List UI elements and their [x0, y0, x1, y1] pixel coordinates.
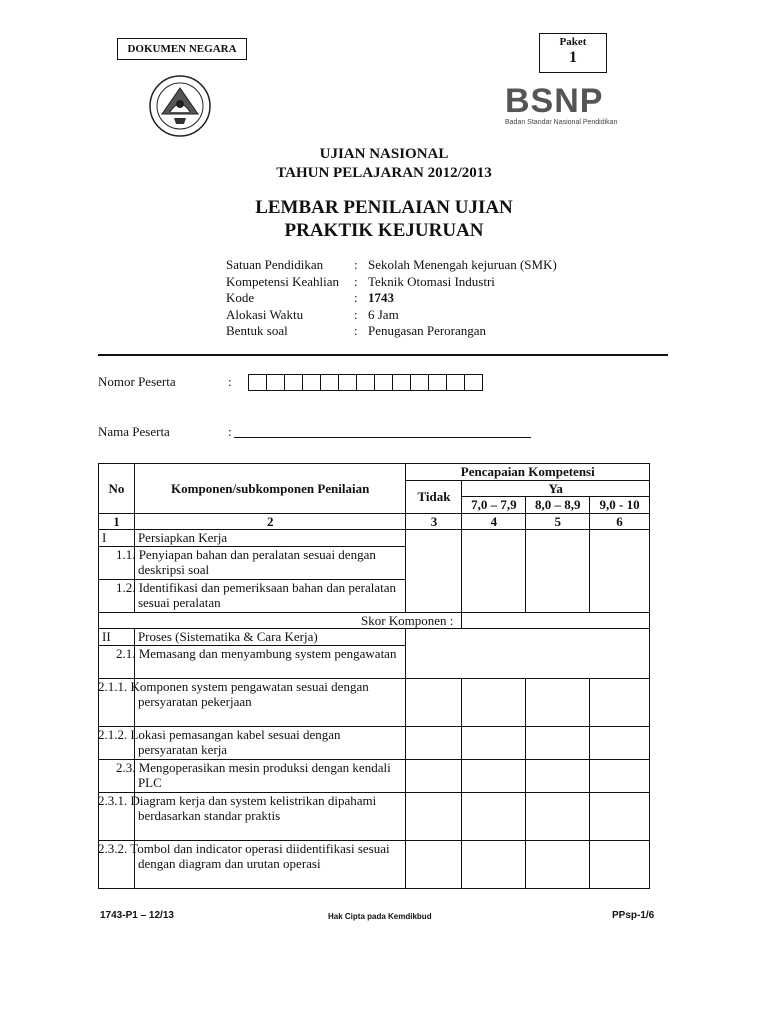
- info-row: [226, 257, 557, 274]
- digit-box[interactable]: [357, 375, 375, 390]
- info-value: Penugasan Perorangan: [368, 323, 487, 338]
- column-number: 4: [462, 513, 526, 530]
- footer-code: 1743-P1 – 12/13: [100, 910, 174, 921]
- info-value: Sekolah Menengah kejuruan (SMK): [368, 257, 557, 272]
- score-cell-tidak[interactable]: [406, 530, 462, 613]
- digit-box[interactable]: [249, 375, 267, 390]
- info-colon: :: [354, 306, 358, 322]
- bsnp-logo: [505, 84, 650, 132]
- assessment-table: [98, 463, 650, 889]
- header-komponen: Komponen/subkomponen Penilaian: [134, 464, 406, 514]
- score-cell-tidak[interactable]: [406, 792, 462, 840]
- header-pencapaian: Pencapaian Kompetensi: [406, 464, 650, 481]
- column-number: 2: [134, 513, 406, 530]
- score-cell-r3[interactable]: [590, 678, 650, 726]
- sheet-title-line1: LEMBAR PENILAIAN UJIAN: [255, 197, 513, 218]
- digit-box[interactable]: [393, 375, 411, 390]
- digit-box[interactable]: [339, 375, 357, 390]
- digit-box[interactable]: [429, 375, 447, 390]
- info-value: Teknik Otomasi Industri: [368, 273, 495, 289]
- table-row: [99, 840, 650, 888]
- info-colon: :: [354, 257, 358, 272]
- item-text: 2.3. Mengoperasikan mesin produksi dengan kendali PLC: [134, 759, 406, 792]
- skor-komponen-value[interactable]: [462, 612, 650, 629]
- header-divider: [98, 354, 668, 356]
- section-title: Persiapkan Kerja: [134, 530, 406, 547]
- skor-komponen-label: Skor Komponen :: [99, 612, 462, 629]
- bsnp-logo-text: BSNP: [505, 82, 604, 120]
- bsnp-logo-subtitle: Badan Standar Nasional Pendidikan: [505, 119, 618, 126]
- info-row: [226, 290, 557, 307]
- item-text: 2.3.1. Diagram kerja dan system kelistrikan dipahami berdasarkan standar praktis: [134, 792, 406, 840]
- item-text: 1.1. Penyiapan bahan dan peralatan sesuai dengan deskripsi soal: [134, 546, 406, 579]
- section-number: I: [99, 530, 135, 547]
- score-cell-r3[interactable]: [590, 726, 650, 759]
- exam-title: [0, 145, 768, 183]
- exam-title-line1: UJIAN NASIONAL: [319, 146, 449, 162]
- column-number: 3: [406, 513, 462, 530]
- digit-box[interactable]: [321, 375, 339, 390]
- info-colon: :: [354, 290, 358, 305]
- sheet-title-line2: PRAKTIK KEJURUAN: [284, 220, 484, 241]
- score-cell-tidak[interactable]: [406, 726, 462, 759]
- info-key: Kode: [226, 290, 255, 305]
- info-row: [226, 307, 557, 324]
- section-title: Proses (Sistematika & Cara Kerja): [134, 629, 406, 646]
- table-row: [99, 612, 650, 629]
- table-row: [99, 530, 650, 547]
- paket-label: Paket: [559, 36, 587, 48]
- nama-peserta-input-line[interactable]: [234, 437, 531, 438]
- score-cell-r1[interactable]: [462, 726, 526, 759]
- table-row: [99, 726, 650, 759]
- score-cell-r1[interactable]: [462, 530, 526, 613]
- score-cell-r2[interactable]: [526, 759, 590, 792]
- item-text: 2.1.2. Lokasi pemasangan kabel sesuai dengan persyaratan kerja: [134, 726, 406, 759]
- column-number: 1: [99, 513, 135, 530]
- info-colon: :: [354, 273, 358, 289]
- digit-box[interactable]: [465, 375, 482, 390]
- sheet-title: [0, 196, 768, 242]
- info-key: Alokasi Waktu: [226, 306, 304, 322]
- score-cell-r1[interactable]: [462, 792, 526, 840]
- info-colon: :: [354, 323, 358, 338]
- table-row: [99, 759, 650, 792]
- header-range-3: 9,0 - 10: [590, 497, 650, 514]
- nomor-peserta-colon: :: [228, 374, 232, 389]
- table-row: [99, 792, 650, 840]
- nomor-peserta-label: Nomor Peserta: [98, 374, 176, 389]
- header-no: No: [99, 464, 135, 514]
- column-number: 6: [590, 513, 650, 530]
- item-text: 2.3.2. Tombol dan indicator operasi diidentifikasi sesuai dengan diagram dan urutan operasi: [134, 840, 406, 888]
- section-number: II: [99, 629, 135, 646]
- merged-empty-cell: [406, 629, 650, 679]
- column-number-row: [99, 513, 650, 530]
- digit-box[interactable]: [375, 375, 393, 390]
- score-cell-tidak[interactable]: [406, 759, 462, 792]
- info-key: Satuan Pendidikan: [226, 257, 324, 272]
- paket-box: [539, 33, 607, 73]
- digit-box[interactable]: [267, 375, 285, 390]
- footer-copyright: Hak Cipta pada Kemdikbud: [328, 912, 432, 921]
- score-cell-r1[interactable]: [462, 678, 526, 726]
- score-cell-tidak[interactable]: [406, 840, 462, 888]
- paket-number: 1: [569, 49, 577, 66]
- info-row: [226, 323, 557, 340]
- footer-page: PPsp-1/6: [612, 910, 655, 921]
- score-cell-tidak[interactable]: [406, 678, 462, 726]
- header-tidak: Tidak: [406, 480, 462, 513]
- table-header-row: [99, 464, 650, 481]
- tut-wuri-handayani-seal-icon: [148, 74, 212, 138]
- header-range-2: 8,0 – 8,9: [526, 497, 590, 514]
- nama-peserta-colon: :: [228, 424, 232, 439]
- info-key: Kompetensi Keahlian: [226, 273, 339, 289]
- score-cell-r3[interactable]: [590, 792, 650, 840]
- score-cell-r2[interactable]: [526, 678, 590, 726]
- score-cell-r2[interactable]: [526, 840, 590, 888]
- nomor-peserta-input[interactable]: [248, 374, 483, 391]
- exam-info-block: [226, 257, 557, 340]
- digit-box[interactable]: [285, 375, 303, 390]
- score-cell-r1[interactable]: [462, 759, 526, 792]
- score-cell-r3[interactable]: [590, 840, 650, 888]
- header-range-1: 7,0 – 7,9: [462, 497, 526, 514]
- score-cell-r2[interactable]: [526, 530, 590, 613]
- item-text: 2.1. Memasang dan menyambung system pengawatan: [134, 645, 406, 678]
- digit-box[interactable]: [411, 375, 429, 390]
- score-cell-r1[interactable]: [462, 840, 526, 888]
- info-value: 1743: [368, 290, 394, 305]
- exam-title-line2: TAHUN PELAJARAN 2012/2013: [276, 165, 492, 181]
- column-number: 5: [526, 513, 590, 530]
- score-cell-r3[interactable]: [590, 759, 650, 792]
- header-ya: Ya: [462, 480, 650, 497]
- info-value: 6 Jam: [368, 306, 399, 322]
- document-classification-label: DOKUMEN NEGARA: [117, 38, 247, 60]
- score-cell-r2[interactable]: [526, 726, 590, 759]
- score-cell-r3[interactable]: [590, 530, 650, 613]
- table-row: [99, 629, 650, 646]
- table-row: [99, 678, 650, 726]
- info-key: Bentuk soal: [226, 323, 288, 338]
- score-cell-r2[interactable]: [526, 792, 590, 840]
- info-row: [226, 274, 557, 291]
- nama-peserta-label: Nama Peserta: [98, 424, 170, 439]
- digit-box[interactable]: [447, 375, 465, 390]
- digit-box[interactable]: [303, 375, 321, 390]
- item-text: 1.2. Identifikasi dan pemeriksaan bahan dan peralatan sesuai peralatan: [134, 579, 406, 612]
- item-text: 2.1.1. Komponen system pengawatan sesuai dengan persyaratan pekerjaan: [134, 678, 406, 726]
